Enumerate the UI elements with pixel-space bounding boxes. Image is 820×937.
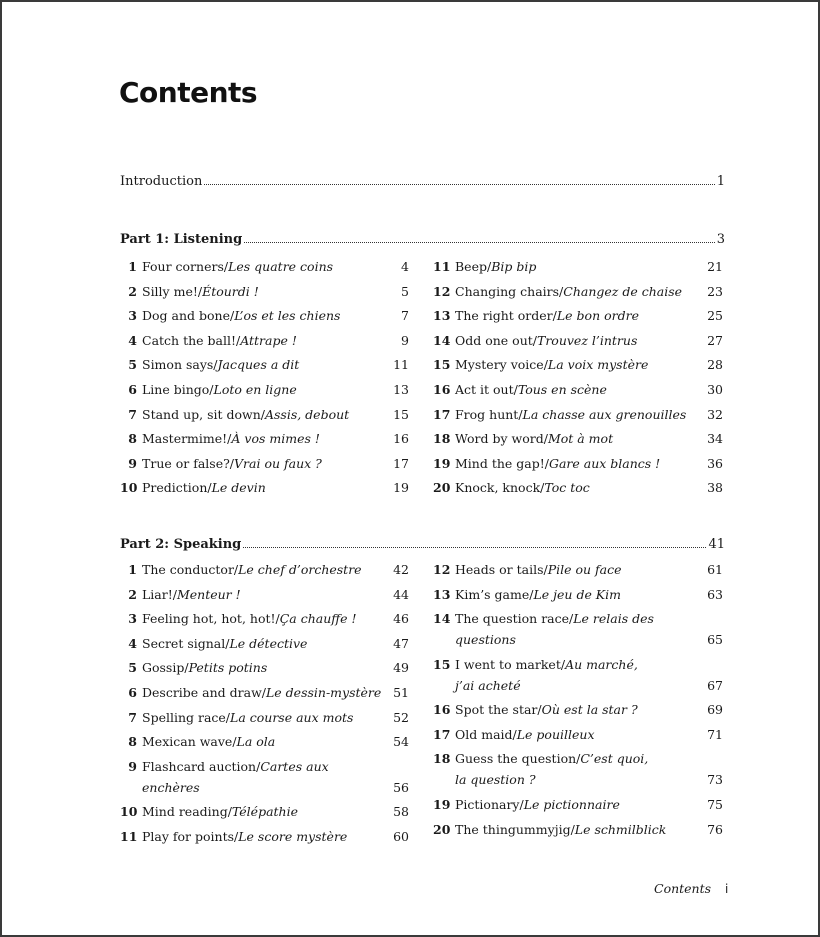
entry-title-french: La course aux mots <box>230 709 354 725</box>
entry-title-french: Le pouilleux <box>516 726 595 742</box>
entry-title-english: Knock, knock/ <box>455 480 545 496</box>
entry-title-english: Gossip/ <box>142 660 189 676</box>
entry-title-english: Liar!/ <box>142 586 177 602</box>
entry-title-french: Le jeu de Kim <box>533 586 621 602</box>
entry-number: 7 <box>128 709 137 725</box>
entry-page: 23 <box>707 283 723 299</box>
entry-title <box>142 429 320 449</box>
entry-title-french: Où est la star ? <box>541 702 638 718</box>
entry-title-english: Mastermime!/ <box>142 431 232 447</box>
entry-page: 13 <box>393 382 409 397</box>
entry-number: 17 <box>433 726 451 742</box>
entry-title-french: La voix mystère <box>547 357 649 373</box>
entry-number: 17 <box>433 406 451 422</box>
entry-title <box>142 306 340 326</box>
entry-title-french: Cartes aux <box>260 758 329 774</box>
entry-title-english: The question race/ <box>455 611 574 627</box>
part-heading: Part 2: Speaking <box>120 537 242 552</box>
entry-title-english: Mind the gap!/ <box>455 455 549 471</box>
entry-page: 11 <box>393 357 409 373</box>
entry-title-french: Le pictionnaire <box>523 796 620 812</box>
entry-page: 54 <box>393 734 409 750</box>
entry-number: 1 <box>128 259 137 274</box>
entry-title-english: Mystery voice/ <box>455 357 548 373</box>
entry-number: 19 <box>433 796 451 812</box>
entry-page: 28 <box>707 357 723 373</box>
entry-title-english: Feeling hot, hot, hot!/ <box>142 611 280 627</box>
entry-title-french: Au marché, <box>565 656 638 672</box>
entry-title-english: Guess the question/ <box>455 751 581 767</box>
entry-title <box>142 405 349 425</box>
entry-title-french: Trouvez l’intrus <box>536 332 638 348</box>
entry-number: 19 <box>433 455 451 471</box>
entry-title <box>142 257 333 277</box>
entry-title <box>142 331 297 351</box>
entry-title-english: Silly me!/ <box>142 283 203 299</box>
entry-title-french: Le bon ordre <box>556 308 639 324</box>
entry-title <box>455 355 648 375</box>
entry-title <box>455 454 660 474</box>
entry-page: 67 <box>707 677 723 693</box>
entry-title-english: Frog hunt/ <box>455 406 523 422</box>
entry-title <box>455 560 622 580</box>
entry-title-english: True or false?/ <box>142 455 235 471</box>
toc-introduction[interactable] <box>120 174 725 192</box>
entry-title-french: Attrape ! <box>240 332 297 348</box>
entry-title-english: Mind reading/ <box>142 804 232 820</box>
entry-title-french: Mot à mot <box>547 431 614 447</box>
entry-page: 34 <box>707 431 723 447</box>
entry-title-english: The right order/ <box>455 308 557 324</box>
entry-page: 69 <box>707 702 723 718</box>
entry-title <box>142 634 307 654</box>
entry-title-english: Describe and draw/ <box>142 685 266 700</box>
entry-title-french: Menteur ! <box>176 586 241 602</box>
entry-title-french: À vos mimes ! <box>231 431 320 447</box>
entry-title <box>142 609 357 629</box>
entry-number: 5 <box>128 357 137 373</box>
entry-title-french: Bip bip <box>491 259 537 274</box>
toc-page: 41 <box>708 537 725 552</box>
entry-title <box>455 478 590 498</box>
entry-number: 6 <box>128 685 137 700</box>
toc-part2[interactable] <box>120 537 725 555</box>
entry-page: 36 <box>707 455 723 471</box>
entry-page: 51 <box>393 685 409 700</box>
entry-title <box>142 708 353 728</box>
entry-title <box>142 827 347 847</box>
dot-leader <box>204 184 714 185</box>
entry-number: 10 <box>120 804 138 820</box>
entry-title <box>142 757 329 777</box>
page-title: Contents <box>119 76 258 109</box>
entry-number: 11 <box>433 259 451 274</box>
entry-title-french: L’os et les chiens <box>234 308 341 324</box>
entry-title <box>455 820 666 840</box>
entry-page: 7 <box>401 308 409 324</box>
entry-title <box>142 355 299 375</box>
entry-number: 14 <box>433 332 451 348</box>
part-heading: Part 1: Listening <box>120 232 243 247</box>
entry-title-english: Line bingo/ <box>142 382 214 397</box>
entry-page: 75 <box>707 796 723 812</box>
entry-page: 63 <box>707 586 723 602</box>
entry-page: 30 <box>707 382 723 397</box>
entry-title <box>455 795 620 815</box>
entry-title-french: Petits potins <box>188 660 268 676</box>
entry-title-english: Pictionary/ <box>455 796 524 812</box>
entry-page: 46 <box>393 611 409 627</box>
entry-number: 15 <box>433 357 451 373</box>
entry-number: 1 <box>128 562 137 577</box>
entry-number: 8 <box>128 431 137 447</box>
entry-page: 47 <box>393 635 409 651</box>
entry-page: 21 <box>707 259 723 274</box>
entry-number: 20 <box>433 480 451 496</box>
entry-title <box>142 380 297 400</box>
entry-page: 38 <box>707 480 723 496</box>
entry-title <box>455 331 637 351</box>
dot-leader <box>244 242 715 243</box>
entry-title-english: Beep/ <box>455 259 492 274</box>
toc-page: 3 <box>716 232 725 247</box>
entry-title-english: Heads or tails/ <box>455 562 548 577</box>
entry-number: 16 <box>433 702 451 718</box>
entry-title-french: Vrai ou faux ? <box>234 455 322 471</box>
entry-title-english: Stand up, sit down/ <box>142 406 265 422</box>
entry-number: 13 <box>433 308 451 324</box>
entry-title-french: Les quatre coins <box>228 259 334 274</box>
entry-title-french: Pile ou face <box>547 562 622 577</box>
entry-title-french: Tous en scène <box>517 382 607 397</box>
entry-title-french: Le schmilblick <box>574 821 667 837</box>
entry-title-french-continued: questions <box>455 632 516 648</box>
entry-title <box>455 609 654 629</box>
entry-page: 60 <box>393 828 409 844</box>
entry-page: 9 <box>401 332 409 348</box>
entry-title-english: Changing chairs/ <box>455 283 564 299</box>
entry-number: 18 <box>433 751 451 767</box>
entry-title <box>455 429 613 449</box>
entry-number: 3 <box>128 308 137 324</box>
entry-title-french: Ça chauffe ! <box>279 611 357 627</box>
entry-title-french: Jacques a dit <box>217 357 300 373</box>
entry-page: 71 <box>707 726 723 742</box>
entry-page: 15 <box>393 406 409 422</box>
entry-number: 13 <box>433 586 451 602</box>
entry-page: 27 <box>707 332 723 348</box>
entry-title <box>142 282 259 302</box>
entry-number: 18 <box>433 431 451 447</box>
entry-page: 17 <box>393 455 409 471</box>
entry-title-english: Dog and bone/ <box>142 308 235 324</box>
entry-title-french: Le relais des <box>573 611 654 627</box>
entry-title-english: Spelling race/ <box>142 709 231 725</box>
entry-number: 6 <box>128 382 137 397</box>
entry-title-english: The thingummyjig/ <box>455 821 575 837</box>
toc-label: Introduction <box>120 174 203 189</box>
toc-page: 1 <box>716 174 725 189</box>
entry-page: 19 <box>393 480 409 496</box>
entry-title-french: Le devin <box>211 480 266 496</box>
entry-page: 5 <box>401 283 409 299</box>
entry-title-english: Prediction/ <box>142 480 212 496</box>
entry-title-french-continued: la question ? <box>455 772 536 788</box>
entry-number: 9 <box>128 455 137 471</box>
entry-page: 73 <box>707 772 723 788</box>
entry-title-french: Étourdi ! <box>202 283 259 299</box>
entry-number: 12 <box>433 562 451 577</box>
entry-title-english: Mexican wave/ <box>142 734 237 750</box>
entry-title <box>455 306 639 326</box>
entry-title <box>455 749 648 769</box>
entry-title-english: The conductor/ <box>142 562 239 577</box>
entry-number: 8 <box>128 734 137 750</box>
entry-title <box>142 732 275 752</box>
entry-title-french: La ola <box>236 734 276 750</box>
entry-page: 25 <box>707 308 723 324</box>
entry-title-english: Simon says/ <box>142 357 218 373</box>
entry-number: 2 <box>128 283 137 299</box>
entry-page: 4 <box>401 259 409 274</box>
entry-title-english: Kim’s game/ <box>455 586 534 602</box>
entry-page: 44 <box>393 586 409 602</box>
entry-number: 16 <box>433 382 451 397</box>
entry-title-french-continued: enchères <box>142 779 200 795</box>
entry-title-french: Le chef d’orchestre <box>238 562 362 577</box>
entry-title-french: C’est quoi, <box>580 751 649 767</box>
entry-title-english: Four corners/ <box>142 259 229 274</box>
entry-title-french: Le score mystère <box>238 828 348 844</box>
entry-number: 7 <box>128 406 137 422</box>
entry-page: 65 <box>707 632 723 648</box>
entry-number: 4 <box>128 635 137 651</box>
entry-title-english: Secret signal/ <box>142 635 230 651</box>
entry-title-french: Loto en ligne <box>213 382 297 397</box>
entry-title <box>142 658 267 678</box>
entry-number: 14 <box>433 611 451 627</box>
entry-number: 4 <box>128 332 137 348</box>
footer-title: Contents <box>654 881 712 896</box>
entry-title-french: La chasse aux grenouilles <box>522 406 687 422</box>
entry-title-french-continued: j’ai acheté <box>455 677 521 693</box>
entry-title-english: Spot the star/ <box>455 702 542 718</box>
entry-title <box>142 478 266 498</box>
toc-part1[interactable] <box>120 232 725 250</box>
entry-number: 9 <box>128 758 137 774</box>
entry-page: 32 <box>707 406 723 422</box>
entry-title-english: Catch the ball!/ <box>142 332 241 348</box>
entry-title-french: Télépathie <box>231 804 299 820</box>
entry-title <box>142 683 381 703</box>
entry-number: 11 <box>120 828 138 844</box>
entry-title <box>142 802 298 822</box>
entry-title <box>142 560 362 580</box>
entry-title <box>455 380 607 400</box>
entry-title-french: Le dessin-mystère <box>266 685 382 700</box>
entry-title-english: Play for points/ <box>142 828 239 844</box>
entry-page: 16 <box>393 431 409 447</box>
entry-title-english: Old maid/ <box>455 726 517 742</box>
entry-title-french: Assis, debout <box>264 406 350 422</box>
entry-title-french: Gare aux blancs ! <box>548 455 661 471</box>
entry-title-french: Toc toc <box>544 480 590 496</box>
page-footer <box>654 881 728 896</box>
entry-title <box>455 282 682 302</box>
footer-page-number: i <box>725 882 729 896</box>
entry-number: 10 <box>120 480 138 496</box>
entry-title-english: Flashcard auction/ <box>142 758 261 774</box>
entry-title <box>455 257 536 277</box>
entry-title-english: Word by word/ <box>455 431 548 447</box>
entry-number: 2 <box>128 586 137 602</box>
entry-title-french: Changez de chaise <box>563 283 683 299</box>
entry-title-english: I went to market/ <box>455 656 566 672</box>
entry-title-french: Le détective <box>229 635 308 651</box>
entry-page: 52 <box>393 709 409 725</box>
entry-number: 3 <box>128 611 137 627</box>
entry-page: 58 <box>393 804 409 820</box>
entry-title <box>455 700 638 720</box>
entry-title-english: Act it out/ <box>455 382 518 397</box>
entry-page: 61 <box>707 562 723 577</box>
entry-title <box>455 655 638 675</box>
entry-number: 5 <box>128 660 137 676</box>
entry-page: 49 <box>393 660 409 676</box>
entry-number: 12 <box>433 283 451 299</box>
entry-title-english: Odd one out/ <box>455 332 537 348</box>
entry-number: 20 <box>433 821 451 837</box>
entry-page: 56 <box>393 779 409 795</box>
dot-leader <box>243 547 706 548</box>
entry-title <box>142 454 322 474</box>
entry-title <box>455 405 686 425</box>
entry-title <box>455 725 595 745</box>
entry-title <box>142 585 241 605</box>
entry-page: 42 <box>393 562 409 577</box>
entry-number: 15 <box>433 656 451 672</box>
entry-page: 76 <box>707 821 723 837</box>
entry-title <box>455 585 621 605</box>
